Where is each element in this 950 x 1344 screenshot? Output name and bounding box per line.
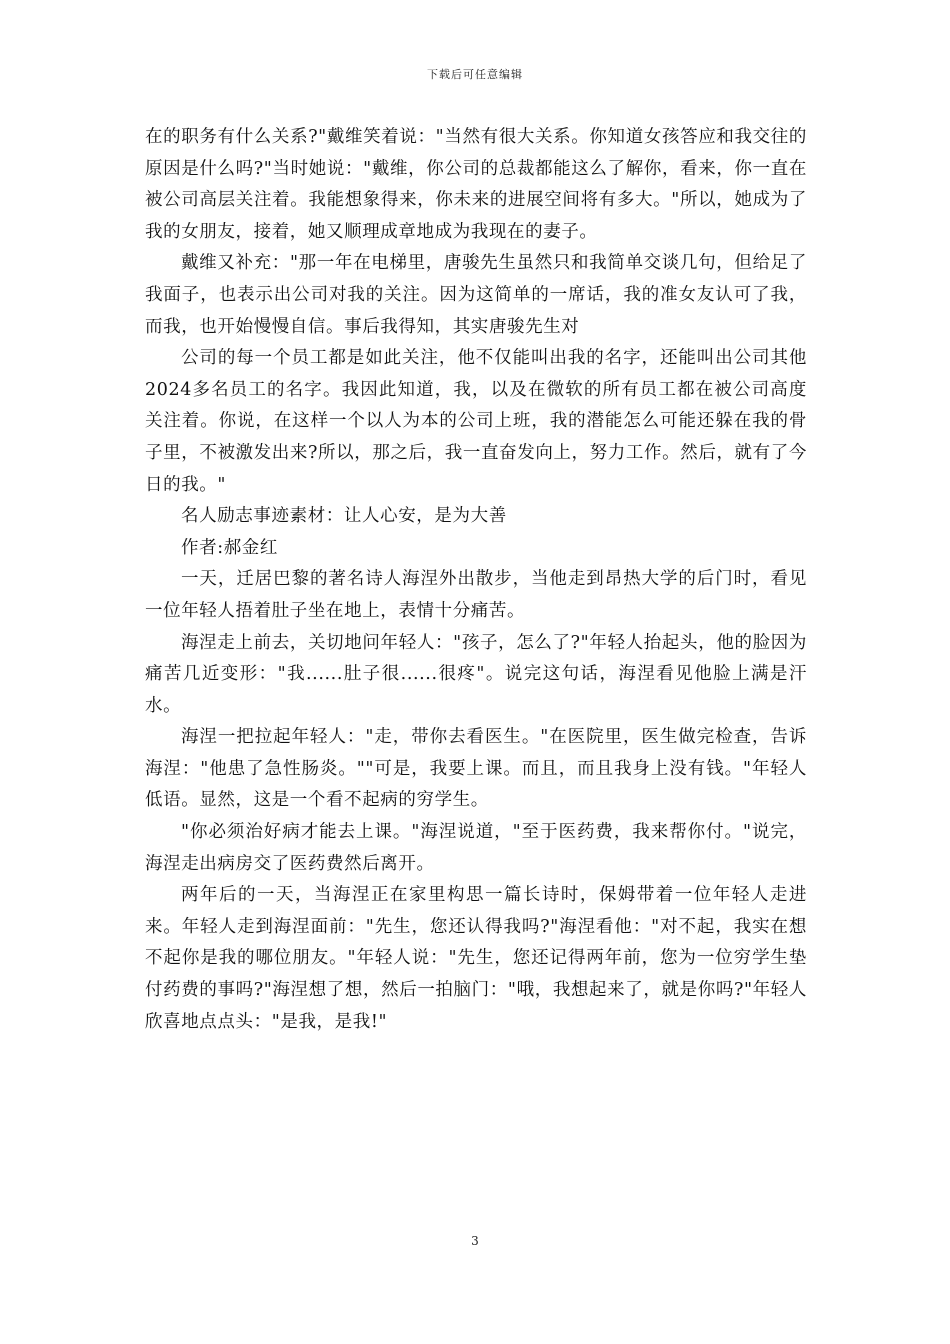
paragraph-9: "你必须治好病才能去上课。"海涅说道，"至于医药费，我来帮你付。"说完，海涅走出病房交了医药费然后离开。 <box>145 822 807 874</box>
paragraph-3: 公司的每一个员工都是如此关注，他不仅能叫出我的名字，还能叫出公司其他2024多名员工的名字。我因此知道，我，以及在微软的所有员工都在被公司高度关注着。你说，在这样一个以人为本的公司上班，我的潜能怎么可能还躲在我的骨子里，不被激发出来?所以，那之后，我一直奋发向上，努力工作。然后，就有了今日的我。" <box>145 348 807 495</box>
page-number: 3 <box>471 1234 479 1248</box>
document-body <box>145 122 807 1038</box>
author-line: 作者:郝金红 <box>181 537 278 558</box>
page-header: 下载后可任意编辑 <box>427 68 523 81</box>
paragraph-8: 海涅一把拉起年轻人："走，带你去看医生。"在医院里，医生做完检查，告诉海涅："他患了急性肠炎。""可是，我要上课。而且，而且我身上没有钱。"年轻人低语。显然，这是一个看不起病的穷学生。 <box>145 727 807 811</box>
paragraph-7: 海涅走上前去，关切地问年轻人："孩子，怎么了?"年轻人抬起头，他的脸因为痛苦几近变形："我......肚子很......很疼"。说完这句话，海涅看见他脸上满是汗水。 <box>145 632 807 716</box>
paragraph-2: 戴维又补充："那一年在电梯里，唐骏先生虽然只和我简单交谈几句，但给足了我面子，也表示出公司对我的关注。因为这简单的一席话，我的准女友认可了我，而我，也开始慢慢自信。事后我得知，其实唐骏先生对 <box>145 253 807 337</box>
paragraph-10: 两年后的一天，当海涅正在家里构思一篇长诗时，保姆带着一位年轻人走进来。年轻人走到海涅面前："先生，您还认得我吗?"海涅看他："对不起，我实在想不起你是我的哪位朋友。"年轻人说："先生，您还记得两年前，您为一位穷学生垫付药费的事吗?"海涅想了想，然后一拍脑门："哦，我想起来了，就是你吗?"年轻人欣喜地点点头："是我，是我!" <box>145 885 807 1032</box>
paragraph-1: 在的职务有什么关系?"戴维笑着说："当然有很大关系。你知道女孩答应和我交往的原因是什么吗?"当时她说："戴维，你公司的总裁都能这么了解你，看来，你一直在被公司高层关注着。我能想象得来，你未来的进展空间将有多大。"所以，她成为了我的女朋友，接着，她又顺理成章地成为我现在的妻子。 <box>145 127 807 242</box>
paragraph-6: 一天，迁居巴黎的著名诗人海涅外出散步，当他走到昂热大学的后门时，看见一位年轻人捂着肚子坐在地上，表情十分痛苦。 <box>145 569 807 621</box>
section-title: 名人励志事迹素材：让人心安，是为大善 <box>181 506 507 527</box>
